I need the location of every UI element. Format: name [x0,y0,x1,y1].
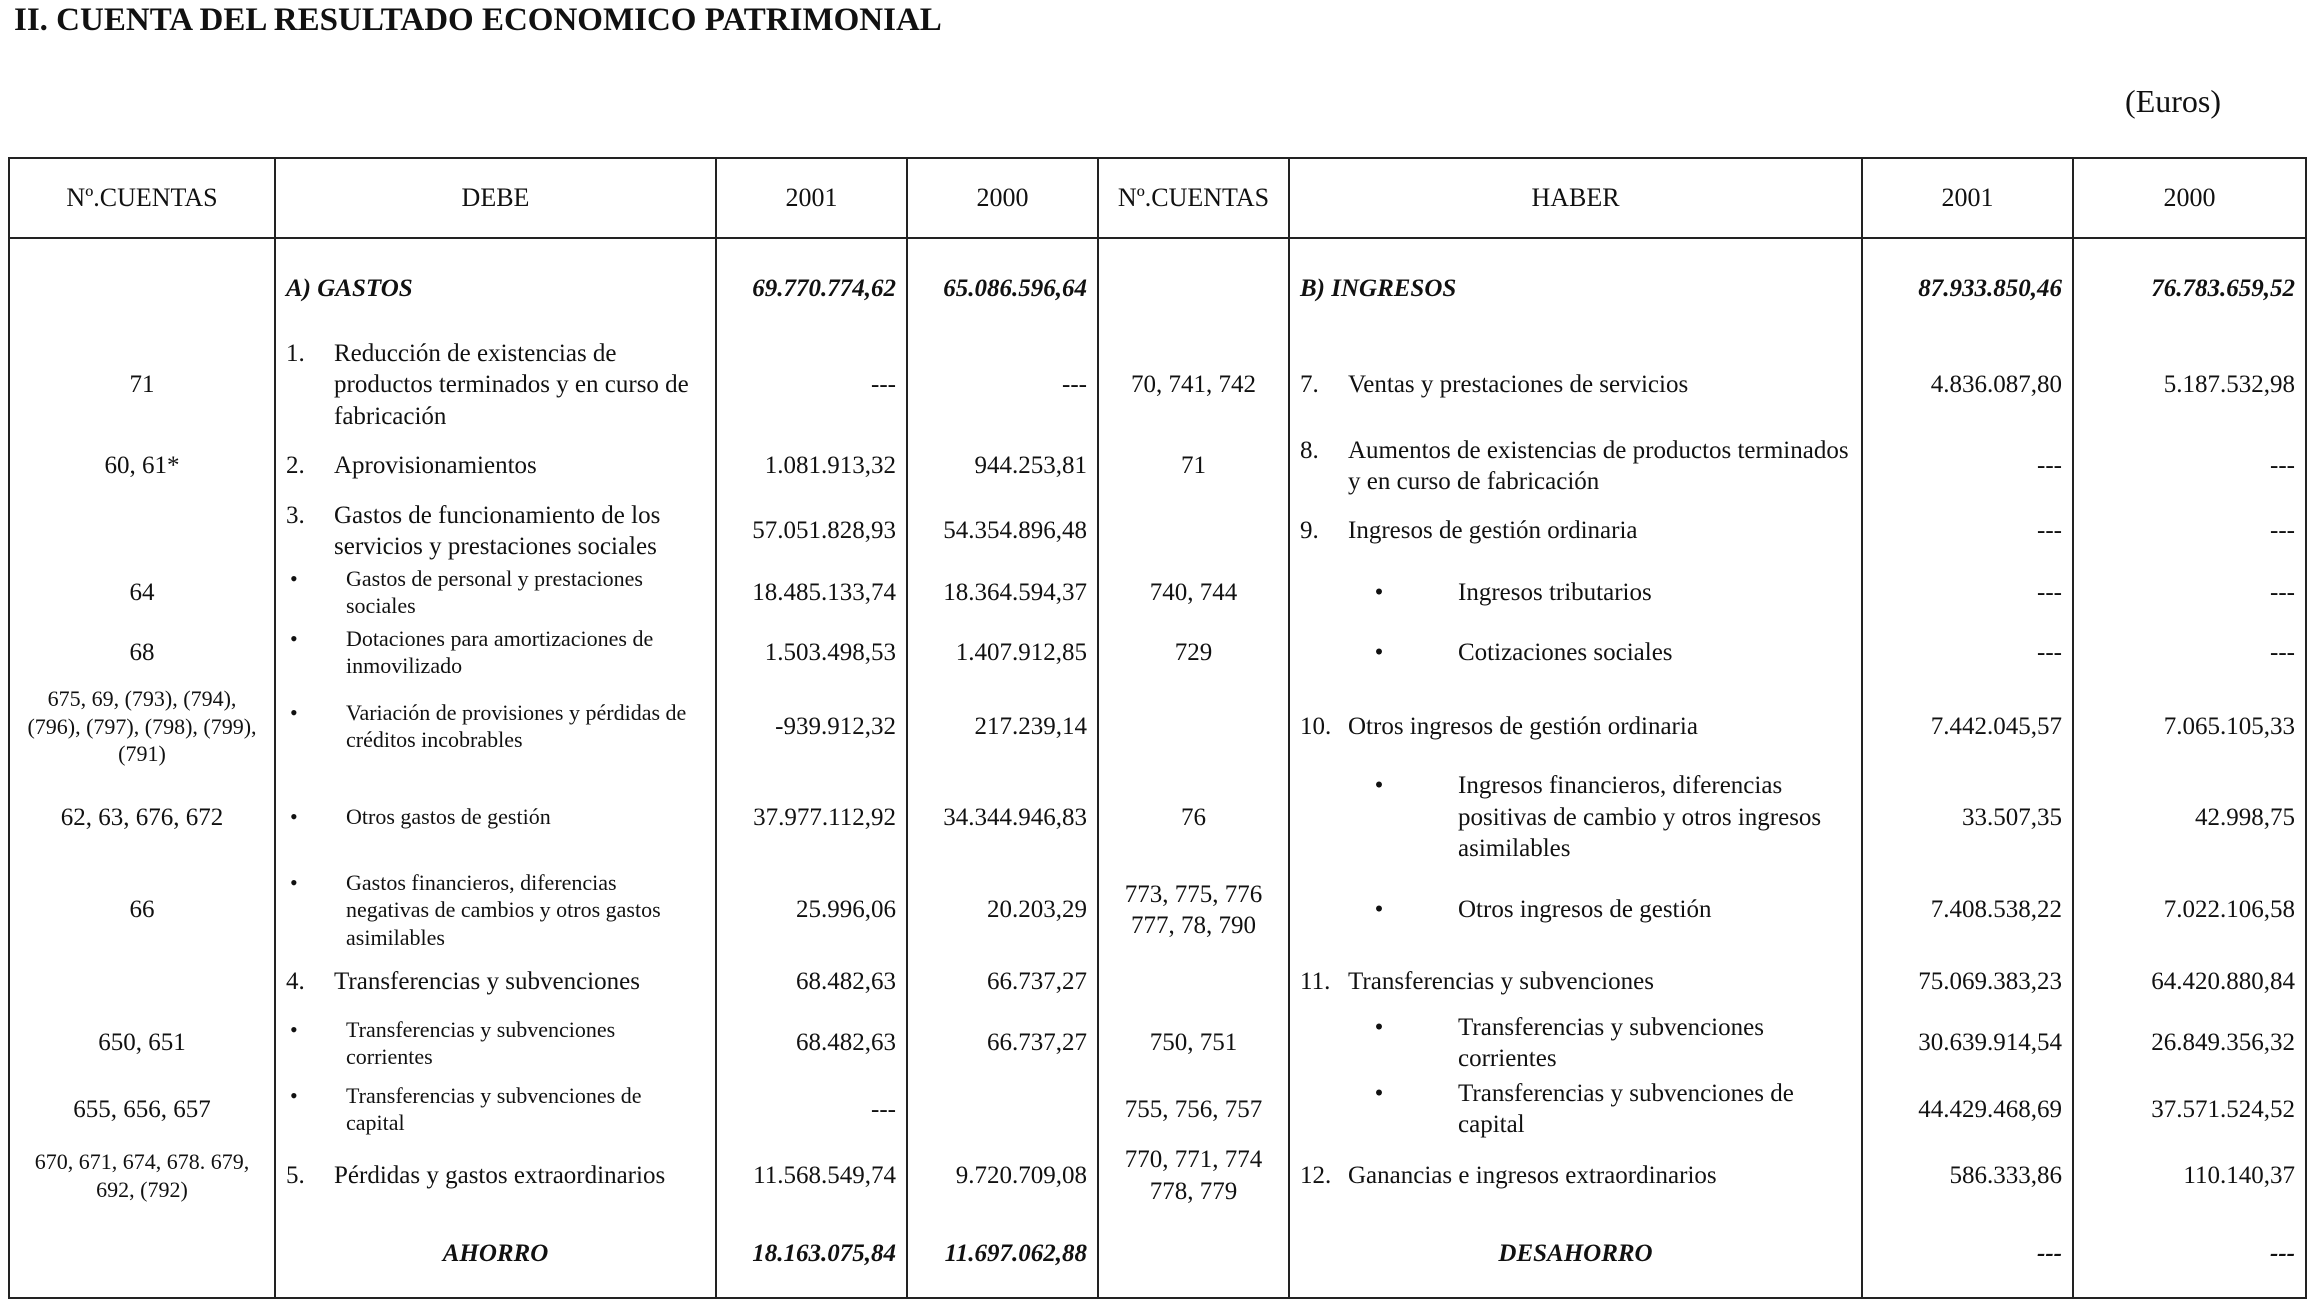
haber-2001-value: 87.933.850,46 [1862,238,2073,338]
debe-2001-value: --- [716,1078,907,1141]
account-haber: 750, 751 [1098,1008,1289,1078]
debe-2000-value [907,1078,1098,1141]
haber-2001-value: --- [1862,432,2073,500]
concept-label: Dotaciones para amortizaciones de inmovilizado [346,625,654,679]
debe-2001-value: 68.482,63 [716,956,907,1008]
table-row [9,770,2306,864]
bullet: • [1374,896,1384,924]
account-haber: 770, 771, 774 778, 779 [1098,1141,1289,1211]
debe-2000-value: 34.344.946,83 [907,770,1098,864]
table-row [9,500,2306,563]
haber-2000-value: --- [2073,500,2306,563]
account-haber: 729 [1098,622,1289,682]
haber-2001-value: 4.836.087,80 [1862,338,2073,432]
header-cuentas-debe: Nº.CUENTAS [9,158,275,238]
concept-label: Otros ingresos de gestión ordinaria [1348,712,1698,740]
account-debe: 650, 651 [9,1008,275,1078]
concept-label: Gastos de personal y prestaciones sociales [346,565,643,619]
debe-concept [275,432,716,500]
debe-2001-value: 57.051.828,93 [716,500,907,563]
debe-2001-value: 18.163.075,84 [716,1211,907,1298]
item-number: 3. [286,501,305,529]
haber-2000-value: 42.998,75 [2073,770,2306,864]
debe-2001-value: 37.977.112,92 [716,770,907,864]
account-haber: 70, 741, 742 [1098,338,1289,432]
item-number: 2. [286,452,305,480]
header-2000-haber: 2000 [2073,158,2306,238]
header-row [9,158,2306,238]
debe-concept [275,956,716,1008]
account-debe [9,1211,275,1298]
table-row [9,1141,2306,1211]
haber-2001-value: 30.639.914,54 [1862,1008,2073,1078]
table-row [9,956,2306,1008]
debe-2000-value: 217.239,14 [907,682,1098,770]
concept-label: Ingresos financieros, diferencias positivas de cambio y otros ingresos asimilables [1458,772,1822,862]
haber-2001-value: 7.442.045,57 [1862,682,2073,770]
account-haber [1098,1211,1289,1298]
bullet: • [1374,638,1384,666]
bullet: • [290,625,298,651]
concept-label: Aumentos de existencias de productos terminados y en curso de fabricación [1348,436,1849,495]
haber-concept [1289,682,1862,770]
haber-2001-value: 586.333,86 [1862,1141,2073,1211]
debe-concept [275,770,716,864]
account-debe: 66 [9,864,275,956]
concept-label: Transferencias y subvenciones corrientes [346,1016,616,1069]
haber-concept [1289,562,1862,622]
concept-label: Ganancias e ingresos extraordinarios [1348,1161,1717,1189]
account-haber: 76 [1098,770,1289,864]
debe-2000-value: 18.364.594,37 [907,562,1098,622]
haber-2001-value: 75.069.383,23 [1862,956,2073,1008]
haber-2000-value: --- [2073,622,2306,682]
debe-2001-value: 11.568.549,74 [716,1141,907,1211]
header-debe: DEBE [275,158,716,238]
concept-label: Reducción de existencias de productos terminados y en curso de fabricación [334,340,689,430]
haber-2001-value: 44.429.468,69 [1862,1078,2073,1141]
haber-concept [1289,432,1862,500]
haber-concept [1289,1078,1862,1141]
account-haber: 773, 775, 776 777, 78, 790 [1098,864,1289,956]
concept-label: Cotizaciones sociales [1458,638,1673,666]
debe-concept [275,1008,716,1078]
bullet: • [290,699,298,725]
table-row [9,1211,2306,1298]
haber-2000-value: 26.849.356,32 [2073,1008,2306,1078]
account-haber [1098,238,1289,338]
account-debe [9,500,275,563]
bullet: • [1374,1080,1384,1107]
header-cuentas-haber: Nº.CUENTAS [1098,158,1289,238]
table-row [9,562,2306,622]
concept-label: Otros gastos de gestión [346,804,551,830]
table-row [9,432,2306,500]
debe-2001-value: 25.996,06 [716,864,907,956]
concept-label: Otros ingresos de gestión [1458,896,1712,924]
item-number: 5. [286,1161,305,1189]
table-row [9,1008,2306,1078]
debe-2001-value: 68.482,63 [716,1008,907,1078]
concept-label: Ventas y prestaciones de servicios [1348,371,1689,399]
haber-concept [1289,1141,1862,1211]
debe-concept [275,864,716,956]
table-row [9,682,2306,770]
debe-2001-value: 1.503.498,53 [716,622,907,682]
haber-2000-value: 7.022.106,58 [2073,864,2306,956]
haber-2001-value: --- [1862,1211,2073,1298]
account-debe: 62, 63, 676, 672 [9,770,275,864]
haber-concept [1289,500,1862,563]
bullet: • [290,804,298,830]
bullet: • [290,565,298,591]
account-haber [1098,682,1289,770]
concept-label: Gastos financieros, diferencias negativas de cambios y otros gastos asimilables [346,869,661,950]
haber-2001-value: --- [1862,500,2073,563]
table-row [9,238,2306,338]
concept-label: Transferencias y subvenciones de capital [346,1082,642,1136]
item-number: 10. [1300,712,1332,740]
debe-2000-value: 54.354.896,48 [907,500,1098,563]
haber-2000-value: 76.783.659,52 [2073,238,2306,338]
table-row [9,864,2306,956]
desahorro-label: DESAHORRO [1289,1211,1862,1298]
debe-2000-value: 11.697.062,88 [907,1211,1098,1298]
account-debe: 675, 69, (793), (794), (796), (797), (798), (799), (791) [9,682,275,770]
concept-label: Transferencias y subvenciones corrientes [1458,1013,1764,1072]
table-row [9,1078,2306,1141]
haber-concept [1289,956,1862,1008]
concept-label: Ingresos tributarios [1458,578,1652,606]
bullet: • [290,1082,298,1108]
header-2000-debe: 2000 [907,158,1098,238]
account-debe [9,956,275,1008]
bullet: • [290,869,298,895]
concept-label: Ingresos de gestión ordinaria [1348,517,1638,545]
table-row [9,338,2306,432]
ahorro-label: AHORRO [275,1211,716,1298]
item-number: 12. [1300,1161,1332,1189]
bullet: • [1374,772,1384,800]
debe-2001-value: 1.081.913,32 [716,432,907,500]
haber-2000-value: 7.065.105,33 [2073,682,2306,770]
concept-label: Transferencias y subvenciones de capital [1458,1080,1794,1139]
haber-2000-value: 37.571.524,52 [2073,1078,2306,1141]
account-debe: 68 [9,622,275,682]
debe-concept [275,682,716,770]
debe-concept [275,338,716,432]
account-haber: 740, 744 [1098,562,1289,622]
item-number: 8. [1300,436,1319,464]
haber-2001-value: --- [1862,562,2073,622]
bullet: • [1374,1013,1384,1041]
debe-concept [275,1078,716,1141]
debe-2000-value: 66.737,27 [907,1008,1098,1078]
account-debe: 655, 656, 657 [9,1078,275,1141]
debe-concept [275,1141,716,1211]
account-haber: 755, 756, 757 [1098,1078,1289,1141]
haber-2001-value: 7.408.538,22 [1862,864,2073,956]
haber-concept [1289,338,1862,432]
debe-2000-value: 66.737,27 [907,956,1098,1008]
haber-2000-value: --- [2073,562,2306,622]
account-haber [1098,500,1289,563]
account-debe: 60, 61* [9,432,275,500]
haber-2000-value: --- [2073,1211,2306,1298]
debe-2001-value: 18.485.133,74 [716,562,907,622]
account-debe: 670, 671, 674, 678. 679, 692, (792) [9,1141,275,1211]
haber-2000-value: 110.140,37 [2073,1141,2306,1211]
header-2001-debe: 2001 [716,158,907,238]
haber-concept [1289,770,1862,864]
debe-concept [275,500,716,563]
account-debe: 64 [9,562,275,622]
concept-label: Variación de provisiones y pérdidas de créditos incobrables [346,699,687,753]
haber-concept [1289,864,1862,956]
concept-label: Transferencias y subvenciones [1348,968,1654,996]
haber-2001-value: 33.507,35 [1862,770,2073,864]
debe-2001-value: --- [716,338,907,432]
debe-section-title: A) GASTOS [275,238,716,338]
bullet: • [1374,578,1384,606]
concept-label: Gastos de funcionamiento de los servicios y prestaciones sociales [334,501,661,560]
item-number: 9. [1300,517,1319,545]
debe-2000-value: 944.253,81 [907,432,1098,500]
debe-concept [275,622,716,682]
item-number: 7. [1300,371,1319,399]
debe-2001-value: -939.912,32 [716,682,907,770]
concept-label: Pérdidas y gastos extraordinarios [334,1161,666,1189]
bullet: • [290,1016,298,1042]
debe-concept [275,562,716,622]
header-haber: HABER [1289,158,1862,238]
account-debe: 71 [9,338,275,432]
haber-concept [1289,622,1862,682]
item-number: 1. [286,340,305,367]
header-2001-haber: 2001 [1862,158,2073,238]
report-title: II. CUENTA DEL RESULTADO ECONOMICO PATRIMONIAL [14,2,942,38]
debe-2001-value: 69.770.774,62 [716,238,907,338]
haber-2000-value: 5.187.532,98 [2073,338,2306,432]
concept-label: Aprovisionamientos [334,452,537,480]
currency-unit: (Euros) [2125,83,2221,119]
account-debe [9,238,275,338]
table-row [9,622,2306,682]
result-table [8,157,2307,1299]
debe-2000-value: 20.203,29 [907,864,1098,956]
haber-2000-value: 64.420.880,84 [2073,956,2306,1008]
item-number: 11. [1300,968,1331,996]
haber-2000-value: --- [2073,432,2306,500]
account-haber [1098,956,1289,1008]
haber-2001-value: --- [1862,622,2073,682]
haber-concept [1289,1008,1862,1078]
debe-2000-value: 9.720.709,08 [907,1141,1098,1211]
debe-2000-value: --- [907,338,1098,432]
concept-label: Transferencias y subvenciones [334,968,640,996]
item-number: 4. [286,968,305,996]
haber-section-title: B) INGRESOS [1289,238,1862,338]
debe-2000-value: 1.407.912,85 [907,622,1098,682]
account-haber: 71 [1098,432,1289,500]
debe-2000-value: 65.086.596,64 [907,238,1098,338]
